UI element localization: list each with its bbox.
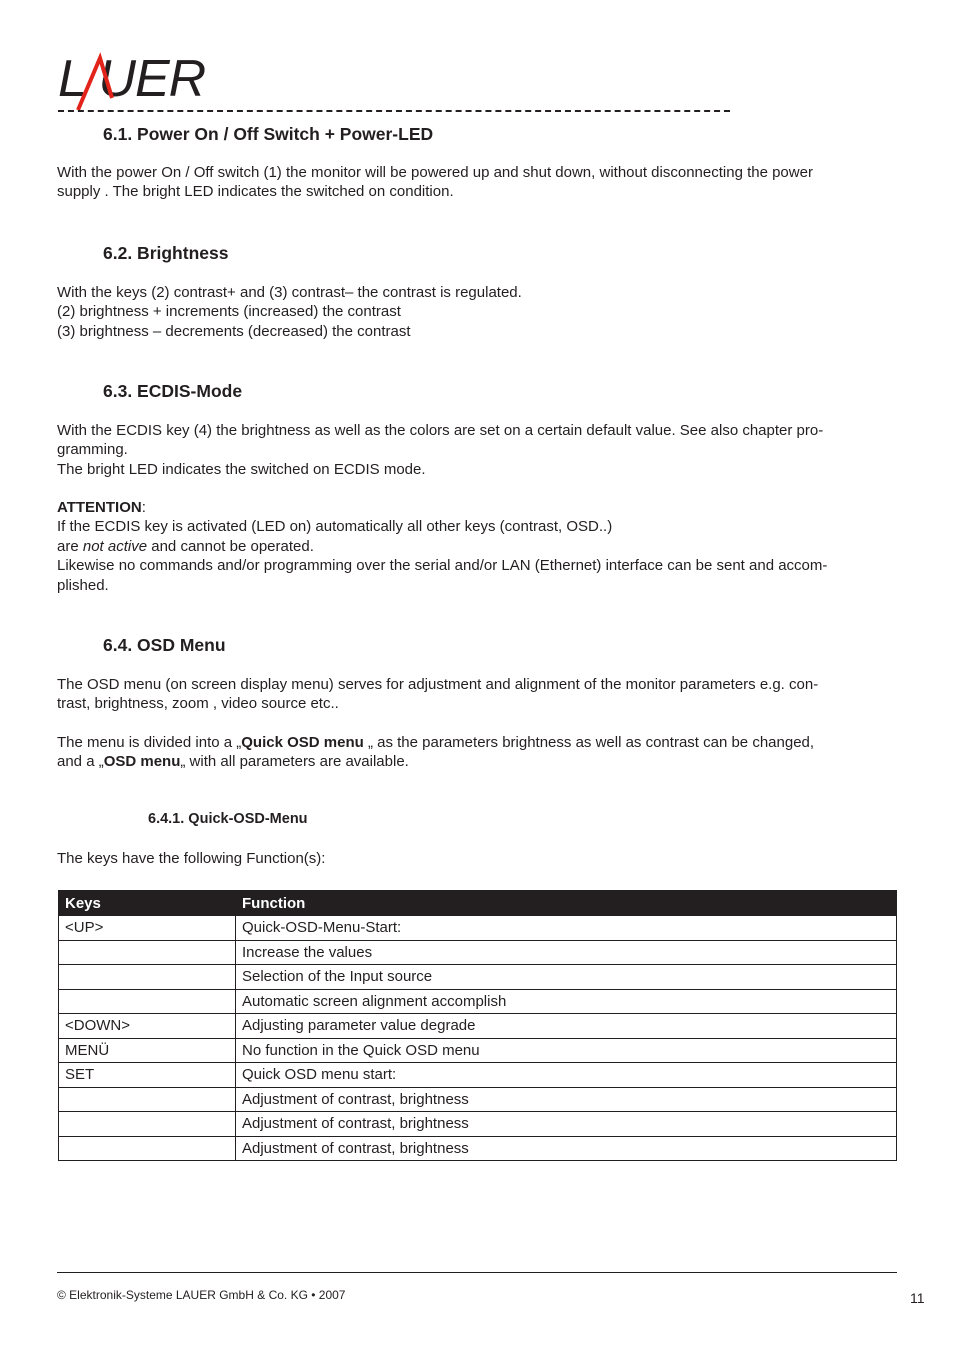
text-line: With the power On / Off switch (1) the monitor will be powered up and shut down, without disconnecting the power <box>57 164 813 181</box>
key-cell <box>59 1087 236 1112</box>
footer-rule <box>57 1272 897 1273</box>
section-6-2-title: 6.2. Brightness <box>103 243 229 263</box>
text-line <box>57 752 887 771</box>
text-line: supply . The bright LED indicates the switched on condition. <box>57 183 454 201</box>
key-cell: MENÜ <box>59 1038 236 1063</box>
osd-menu-term: OSD menu <box>103 753 181 771</box>
function-cell: Selection of the Input source <box>236 965 897 990</box>
table-row <box>59 1038 897 1063</box>
key-function-table <box>58 890 897 1161</box>
table-row <box>59 1014 897 1039</box>
column-header-keys: Keys <box>59 891 236 916</box>
key-cell <box>59 1136 236 1161</box>
section-6-4-menu-description <box>57 733 887 772</box>
text-line: If the ECDIS key is activated (LED on) automatically all other keys (contrast, OSD..) <box>57 518 613 536</box>
text-fragment: and a „ <box>57 753 104 771</box>
text-line: Likewise no commands and/or programming over the serial and/or LAN (Ethernet) interface can be sent and accom- <box>57 557 828 575</box>
table-row <box>59 916 897 941</box>
section-6-4-body <box>57 675 887 714</box>
attention-colon: : <box>141 499 146 516</box>
table-row <box>59 965 897 990</box>
text-line <box>57 733 887 752</box>
text-line: plished. <box>57 576 109 594</box>
key-cell <box>59 1112 236 1137</box>
key-cell <box>59 965 236 990</box>
lauer-logo <box>56 46 256 116</box>
text-fragment: The menu is divided into a „ <box>57 734 242 751</box>
quick-osd-menu-term: Quick OSD menu <box>241 734 368 751</box>
text-line: (2) brightness + increments (increased) the contrast <box>57 303 401 321</box>
text-line: (3) brightness – decrements (decreased) the contrast <box>57 322 411 340</box>
text-fragment: „ as the parameters brightness as well as contrast can be changed, <box>367 734 815 751</box>
section-6-2-body <box>57 283 887 341</box>
table-row <box>59 1063 897 1088</box>
key-cell <box>59 940 236 965</box>
page-number: 11 <box>910 1290 925 1306</box>
attention-heading <box>57 498 887 517</box>
text-fragment: „ with all parameters are available. <box>180 753 409 771</box>
section-6-3-body <box>57 421 887 479</box>
text-line: trast, brightness, zoom , video source etc.. <box>57 695 339 713</box>
function-cell: Increase the values <box>236 940 897 965</box>
text-line: The bright LED indicates the switched on ECDIS mode. <box>57 460 426 478</box>
attention-label: ATTENTION <box>57 499 142 516</box>
footer-copyright: © Elektronik-Systeme LAUER GmbH & Co. KG • 2007 <box>57 1288 346 1302</box>
section-6-3-title: 6.3. ECDIS-Mode <box>103 381 243 401</box>
key-cell: <UP> <box>59 916 236 941</box>
text-line: With the keys (2) contrast+ and (3) contrast– the contrast is regulated. <box>57 284 522 301</box>
text-fragment: and cannot be operated. <box>147 537 314 555</box>
function-cell: Adjustment of contrast, brightness <box>236 1087 897 1112</box>
text-line: With the ECDIS key (4) the brightness as well as the colors are set on a certain default value. See also chapter pro- <box>57 422 824 439</box>
table-row <box>59 989 897 1014</box>
table-row <box>59 1136 897 1161</box>
function-cell: Adjustment of contrast, brightness <box>236 1112 897 1137</box>
key-cell <box>59 989 236 1014</box>
key-cell: SET <box>59 1063 236 1088</box>
column-header-function: Function <box>236 891 897 916</box>
emphasis-not-active: not active <box>82 537 148 555</box>
text-line: The keys have the following Function(s): <box>57 850 326 867</box>
text-fragment: are <box>57 537 83 555</box>
table-row <box>59 1087 897 1112</box>
function-cell: Quick-OSD-Menu-Start: <box>236 916 897 941</box>
function-cell: Adjustment of contrast, brightness <box>236 1136 897 1161</box>
function-cell: No function in the Quick OSD menu <box>236 1038 897 1063</box>
text-line: The OSD menu (on screen display menu) serves for adjustment and alignment of the monitor parameters e.g. con- <box>57 676 819 693</box>
text-line: gramming. <box>57 441 128 459</box>
section-6-1-title: 6.1. Power On / Off Switch + Power-LED <box>103 124 434 144</box>
section-6-4-1-intro <box>57 849 887 868</box>
section-6-4-title: 6.4. OSD Menu <box>103 635 226 655</box>
attention-note <box>57 498 887 595</box>
header-dashed-rule <box>58 110 730 112</box>
function-cell: Quick OSD menu start: <box>236 1063 897 1088</box>
table-row <box>59 1112 897 1137</box>
function-cell: Automatic screen alignment accomplish <box>236 989 897 1014</box>
key-cell: <DOWN> <box>59 1014 236 1039</box>
function-cell: Adjusting parameter value degrade <box>236 1014 897 1039</box>
text-line <box>57 537 887 556</box>
table-header-row <box>59 891 897 916</box>
table-row <box>59 940 897 965</box>
section-6-4-1-title: 6.4.1. Quick-OSD-Menu <box>148 811 308 827</box>
section-6-1-body <box>57 163 887 202</box>
logo-wordmark: L UER <box>58 50 206 108</box>
